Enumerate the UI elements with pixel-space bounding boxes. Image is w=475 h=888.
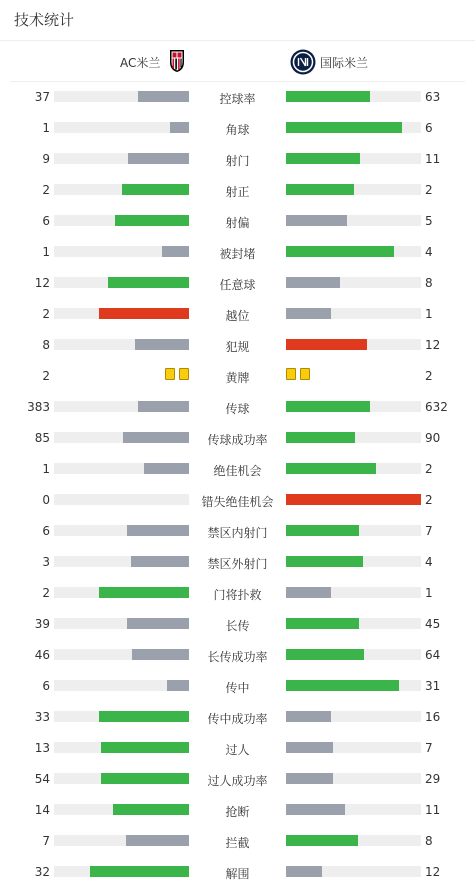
away-bar: [286, 432, 355, 443]
stat-row: [0, 299, 475, 330]
home-bar: [127, 618, 189, 629]
home-bar: [138, 91, 189, 102]
stat-row: [0, 237, 475, 268]
stat-label: 解围: [225, 867, 250, 881]
home-bar: [90, 866, 189, 877]
home-bar-track: [54, 742, 189, 753]
away-value: 6: [425, 121, 433, 135]
home-bar: [128, 153, 189, 164]
away-bar: [286, 494, 421, 505]
yellow-card-icon: [286, 368, 296, 380]
away-bar: [286, 339, 367, 350]
away-value: 7: [425, 524, 433, 538]
away-bar-track: [286, 184, 421, 195]
away-bar-track: [286, 215, 421, 226]
away-value: 12: [425, 338, 441, 352]
stat-row: [0, 702, 475, 733]
home-value: 54: [34, 772, 50, 786]
stat-label: 任意球: [219, 278, 256, 292]
home-value: 1: [42, 462, 50, 476]
away-value: 2: [425, 369, 433, 383]
stat-row: [0, 764, 475, 795]
away-bar-track: [286, 804, 421, 815]
away-value: 7: [425, 741, 433, 755]
home-team-name: AC米兰: [120, 56, 161, 70]
home-bar-track: [54, 153, 189, 164]
home-bar-track: [54, 122, 189, 133]
away-value: 4: [425, 245, 433, 259]
away-bar: [286, 866, 322, 877]
home-value: 14: [34, 803, 50, 817]
stat-label: 过人: [225, 743, 250, 757]
away-bar: [286, 277, 340, 288]
away-value: 8: [425, 834, 433, 848]
stat-label: 抢断: [225, 805, 250, 819]
home-value: 6: [42, 679, 50, 693]
away-bar: [286, 680, 399, 691]
away-bar-track: [286, 866, 421, 877]
stat-label: 射门: [225, 154, 250, 168]
home-value: 6: [42, 524, 50, 538]
home-value: 13: [34, 741, 50, 755]
stat-row: [0, 609, 475, 640]
stat-label: 禁区外射门: [207, 557, 268, 571]
ac-milan-crest-icon[interactable]: [168, 49, 186, 73]
stat-label: 绝佳机会: [213, 464, 262, 478]
away-value: 12: [425, 865, 441, 879]
home-bar-track: [54, 866, 189, 877]
home-bar: [162, 246, 189, 257]
stat-label: 射正: [225, 185, 250, 199]
away-value: 45: [425, 617, 441, 631]
home-bar: [131, 556, 189, 567]
stat-row: [0, 206, 475, 237]
away-bar-track: [286, 153, 421, 164]
stat-row: [0, 82, 475, 113]
away-value: 63: [425, 90, 441, 104]
stat-row: [0, 392, 475, 423]
home-value: 32: [34, 865, 50, 879]
away-bar-track: [286, 122, 421, 133]
home-value: 8: [42, 338, 50, 352]
away-value: 1: [425, 307, 433, 321]
home-value: 6: [42, 214, 50, 228]
home-bar: [127, 525, 189, 536]
away-value: 64: [425, 648, 441, 662]
away-bar-track: [286, 649, 421, 660]
away-yellow-cards: [286, 368, 310, 380]
away-bar-track: [286, 463, 421, 474]
home-bar-track: [54, 587, 189, 598]
away-value: 8: [425, 276, 433, 290]
away-bar: [286, 742, 333, 753]
stat-label: 传球: [225, 402, 250, 416]
home-yellow-cards: [165, 368, 189, 380]
away-value: 2: [425, 462, 433, 476]
home-value: 9: [42, 152, 50, 166]
away-bar-track: [286, 556, 421, 567]
away-bar: [286, 525, 359, 536]
home-value: 39: [34, 617, 50, 631]
stat-label: 被封堵: [219, 247, 256, 261]
page-title: 技术统计: [14, 11, 75, 29]
away-bar-track: [286, 742, 421, 753]
stat-row: [0, 547, 475, 578]
away-bar: [286, 773, 333, 784]
home-bar: [167, 680, 189, 691]
home-value: 7: [42, 834, 50, 848]
stat-label: 门将扑救: [213, 588, 262, 602]
away-value: 90: [425, 431, 441, 445]
home-bar-track: [54, 308, 189, 319]
home-value: 2: [42, 183, 50, 197]
stat-row: [0, 113, 475, 144]
home-value: 0: [42, 493, 50, 507]
home-bar-track: [54, 556, 189, 567]
stat-label: 越位: [225, 309, 250, 323]
home-bar-track: [54, 463, 189, 474]
away-bar-track: [286, 618, 421, 629]
stat-row: [0, 485, 475, 516]
away-bar: [286, 184, 354, 195]
home-bar: [99, 711, 189, 722]
home-bar: [113, 804, 189, 815]
away-bar-track: [286, 432, 421, 443]
away-team-name: 国际米兰: [320, 56, 369, 70]
stat-label: 传中成功率: [207, 712, 268, 726]
away-bar: [286, 711, 331, 722]
stat-row: [0, 671, 475, 702]
title-divider: [0, 40, 475, 41]
away-bar: [286, 401, 370, 412]
away-bar: [286, 246, 394, 257]
stat-row: [0, 826, 475, 857]
away-value: 2: [425, 183, 433, 197]
home-bar: [126, 835, 189, 846]
home-value: 1: [42, 121, 50, 135]
home-bar: [123, 432, 189, 443]
away-value: 632: [425, 400, 448, 414]
home-bar-track: [54, 339, 189, 350]
stat-label: 射偏: [225, 216, 250, 230]
home-bar-track: [54, 773, 189, 784]
home-bar: [135, 339, 189, 350]
away-value: 2: [425, 493, 433, 507]
home-bar-track: [54, 401, 189, 412]
away-bar-track: [286, 401, 421, 412]
away-value: 29: [425, 772, 441, 786]
home-bar: [132, 649, 189, 660]
stat-label: 角球: [225, 123, 250, 137]
home-bar-track: [54, 432, 189, 443]
home-bar-track: [54, 246, 189, 257]
stat-row: [0, 733, 475, 764]
stat-label: 传中: [225, 681, 250, 695]
home-value: 2: [42, 307, 50, 321]
stat-row: [0, 175, 475, 206]
home-bar: [122, 184, 190, 195]
home-value: 46: [34, 648, 50, 662]
away-bar-track: [286, 835, 421, 846]
stat-label: 长传成功率: [207, 650, 268, 664]
away-bar-track: [286, 339, 421, 350]
stat-label: 长传: [225, 619, 250, 633]
away-bar: [286, 649, 364, 660]
yellow-card-icon: [300, 368, 310, 380]
away-value: 1: [425, 586, 433, 600]
home-bar: [144, 463, 189, 474]
away-bar: [286, 215, 347, 226]
away-value: 11: [425, 803, 441, 817]
home-bar: [170, 122, 189, 133]
away-value: 4: [425, 555, 433, 569]
stat-label: 犯规: [225, 340, 250, 354]
away-bar-track: [286, 773, 421, 784]
home-value: 37: [34, 90, 50, 104]
home-bar: [101, 773, 189, 784]
stat-label: 错失绝佳机会: [201, 495, 274, 509]
stat-label: 传球成功率: [207, 433, 268, 447]
home-bar-track: [54, 494, 189, 505]
home-bar-track: [54, 804, 189, 815]
stat-row: [0, 268, 475, 299]
away-bar: [286, 556, 363, 567]
home-value: 1: [42, 245, 50, 259]
home-bar-track: [54, 184, 189, 195]
away-bar: [286, 122, 402, 133]
stat-row: [0, 144, 475, 175]
away-bar: [286, 804, 345, 815]
home-value: 383: [27, 400, 50, 414]
away-bar-track: [286, 494, 421, 505]
home-bar-track: [54, 711, 189, 722]
home-value: 12: [34, 276, 50, 290]
away-bar: [286, 618, 359, 629]
stat-row: [0, 516, 475, 547]
stat-row: [0, 454, 475, 485]
home-bar-track: [54, 835, 189, 846]
away-bar: [286, 91, 370, 102]
away-value: 5: [425, 214, 433, 228]
home-value: 33: [34, 710, 50, 724]
away-value: 11: [425, 152, 441, 166]
stat-row: [0, 795, 475, 826]
home-bar: [108, 277, 189, 288]
home-bar-track: [54, 277, 189, 288]
away-value: 31: [425, 679, 441, 693]
stat-row: [0, 640, 475, 671]
away-bar-track: [286, 246, 421, 257]
home-bar-track: [54, 618, 189, 629]
stat-row: [0, 423, 475, 454]
away-bar-track: [286, 91, 421, 102]
stat-label: 控球率: [219, 92, 256, 106]
stats-list: [0, 82, 475, 888]
away-bar-track: [286, 525, 421, 536]
stat-label: 黄牌: [225, 371, 250, 385]
home-bar: [99, 308, 189, 319]
away-bar: [286, 587, 331, 598]
home-value: 2: [42, 586, 50, 600]
away-bar-track: [286, 308, 421, 319]
away-bar: [286, 308, 331, 319]
away-bar: [286, 463, 376, 474]
yellow-card-icon: [165, 368, 175, 380]
away-bar-track: [286, 277, 421, 288]
home-bar-track: [54, 525, 189, 536]
home-bar-track: [54, 680, 189, 691]
home-bar-track: [54, 649, 189, 660]
home-bar-track: [54, 91, 189, 102]
home-bar: [115, 215, 189, 226]
home-bar: [101, 742, 189, 753]
stat-row: [0, 857, 475, 888]
team-header: [0, 46, 475, 78]
home-bar: [99, 587, 189, 598]
stat-label: 拦截: [225, 836, 250, 850]
home-bar-track: [54, 215, 189, 226]
stat-row: [0, 361, 475, 392]
home-value: 2: [42, 369, 50, 383]
stat-row: [0, 330, 475, 361]
inter-milan-crest-icon[interactable]: [290, 49, 316, 75]
away-bar: [286, 835, 358, 846]
away-bar-track: [286, 587, 421, 598]
away-bar-track: [286, 711, 421, 722]
away-bar-track: [286, 680, 421, 691]
home-bar: [138, 401, 189, 412]
stat-label: 过人成功率: [207, 774, 268, 788]
home-value: 3: [42, 555, 50, 569]
away-value: 16: [425, 710, 441, 724]
stat-row: [0, 578, 475, 609]
yellow-card-icon: [179, 368, 189, 380]
away-bar: [286, 153, 360, 164]
home-value: 85: [34, 431, 50, 445]
stat-label: 禁区内射门: [207, 526, 268, 540]
